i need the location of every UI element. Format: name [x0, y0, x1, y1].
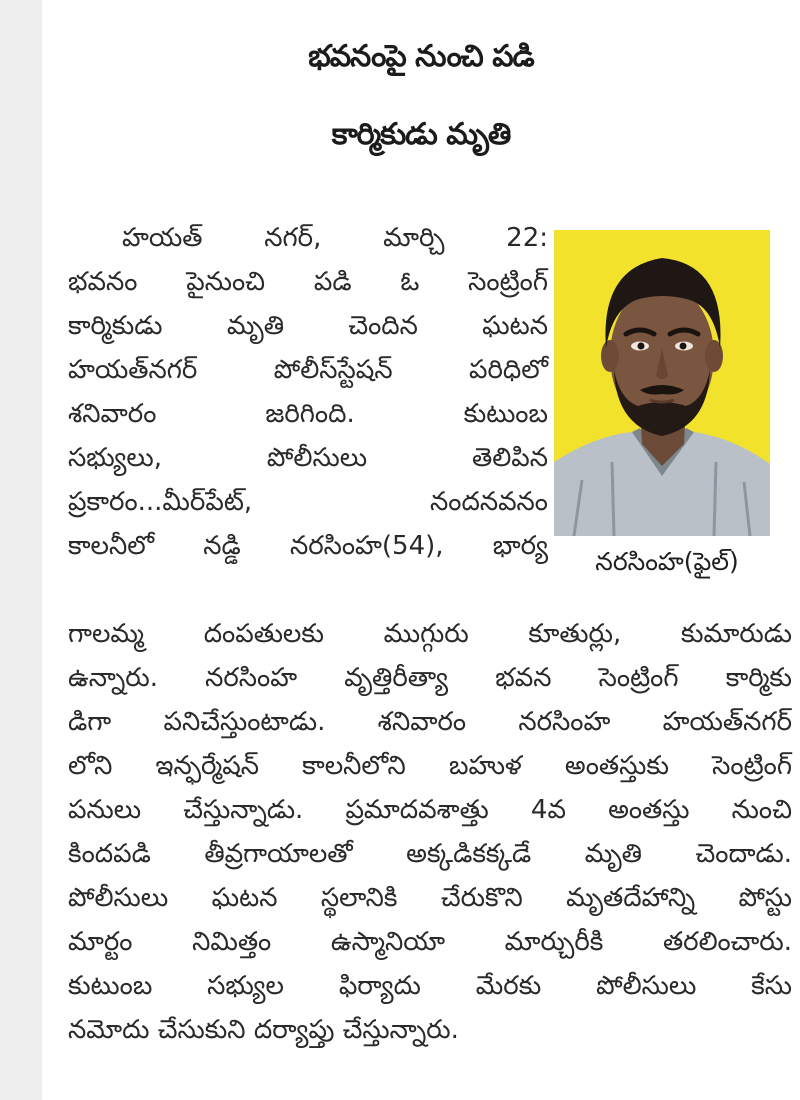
body-line: పనులు చేస్తున్నాడు. ప్రమాదవశాత్తు 4వ అంతస్తు నుంచి: [68, 795, 792, 825]
portrait-photo: [554, 230, 770, 536]
headline: [42, 18, 800, 174]
article-body-full-column: [68, 612, 792, 1052]
body-line: కాలనీలో నడ్డి నరసింహ(54), భార్య: [68, 531, 548, 561]
headline-line-1: భవనంపై నుంచి పడి: [308, 39, 534, 74]
body-line: భవనం పైనుంచి పడి ఓ సెంట్రింగ్: [68, 267, 548, 297]
body-line: సభ్యులు, పోలీసులు తెలిపిన: [68, 443, 548, 473]
body-line: ప్రకారం...మీర్‌పేట్, నందనవనం: [68, 487, 548, 517]
body-line: గాలమ్మ దంపతులకు ముగ్గురు కూతుర్లు, కుమారుడు: [68, 619, 792, 649]
body-line: పోలీసులు ఘటన స్థలానికి చేరుకొని మృతదేహాన్ని పోస్టు: [68, 883, 792, 913]
photo-box: [554, 230, 782, 580]
headline-line-2: కార్మికుడు మృతి: [331, 117, 511, 152]
page-gutter: [0, 0, 42, 1100]
body-line: కిందపడి తీవ్రగాయాలతో అక్కడికక్కడే మృతి చెందాడు.: [68, 839, 792, 869]
body-line: కార్మికుడు మృతి చెందిన ఘటన: [68, 311, 548, 341]
body-line: డిగా పనిచేస్తుంటాడు. శనివారం నరసింహ హయత్‌నగర్: [68, 707, 792, 737]
body-line: లోని ఇన్ఫర్మేషన్ కాలనీలోని బహుళ అంతస్తుకు సెంట్రింగ్: [68, 751, 792, 781]
body-line: శనివారం జరిగింది. కుటుంబ: [68, 399, 548, 429]
body-line: నమోదు చేసుకుని దర్యాప్తు చేస్తున్నారు.: [68, 1015, 459, 1045]
photo-caption: నరసింహ(ఫైల్): [595, 547, 739, 576]
body-line: ఉన్నారు. నరసింహ వృత్తిరీత్యా భవన సెంట్రింగ్ కార్మికు: [68, 663, 792, 693]
body-line: కుటుంబ సభ్యుల ఫిర్యాదు మేరకు పోలీసులు కేసు: [68, 971, 792, 1001]
body-line: హయత్ నగర్, మార్చి 22:: [122, 223, 548, 253]
article-body-narrow-column: [68, 216, 548, 568]
body-line: మార్టం నిమిత్తం ఉస్మానియా మార్చురీకి తరలించారు.: [68, 927, 792, 957]
body-line: హయత్‌నగర్ పోలీస్‌స్టేషన్ పరిధిలో: [68, 355, 548, 385]
news-article: [42, 0, 800, 1100]
portrait-illustration: [554, 230, 770, 536]
